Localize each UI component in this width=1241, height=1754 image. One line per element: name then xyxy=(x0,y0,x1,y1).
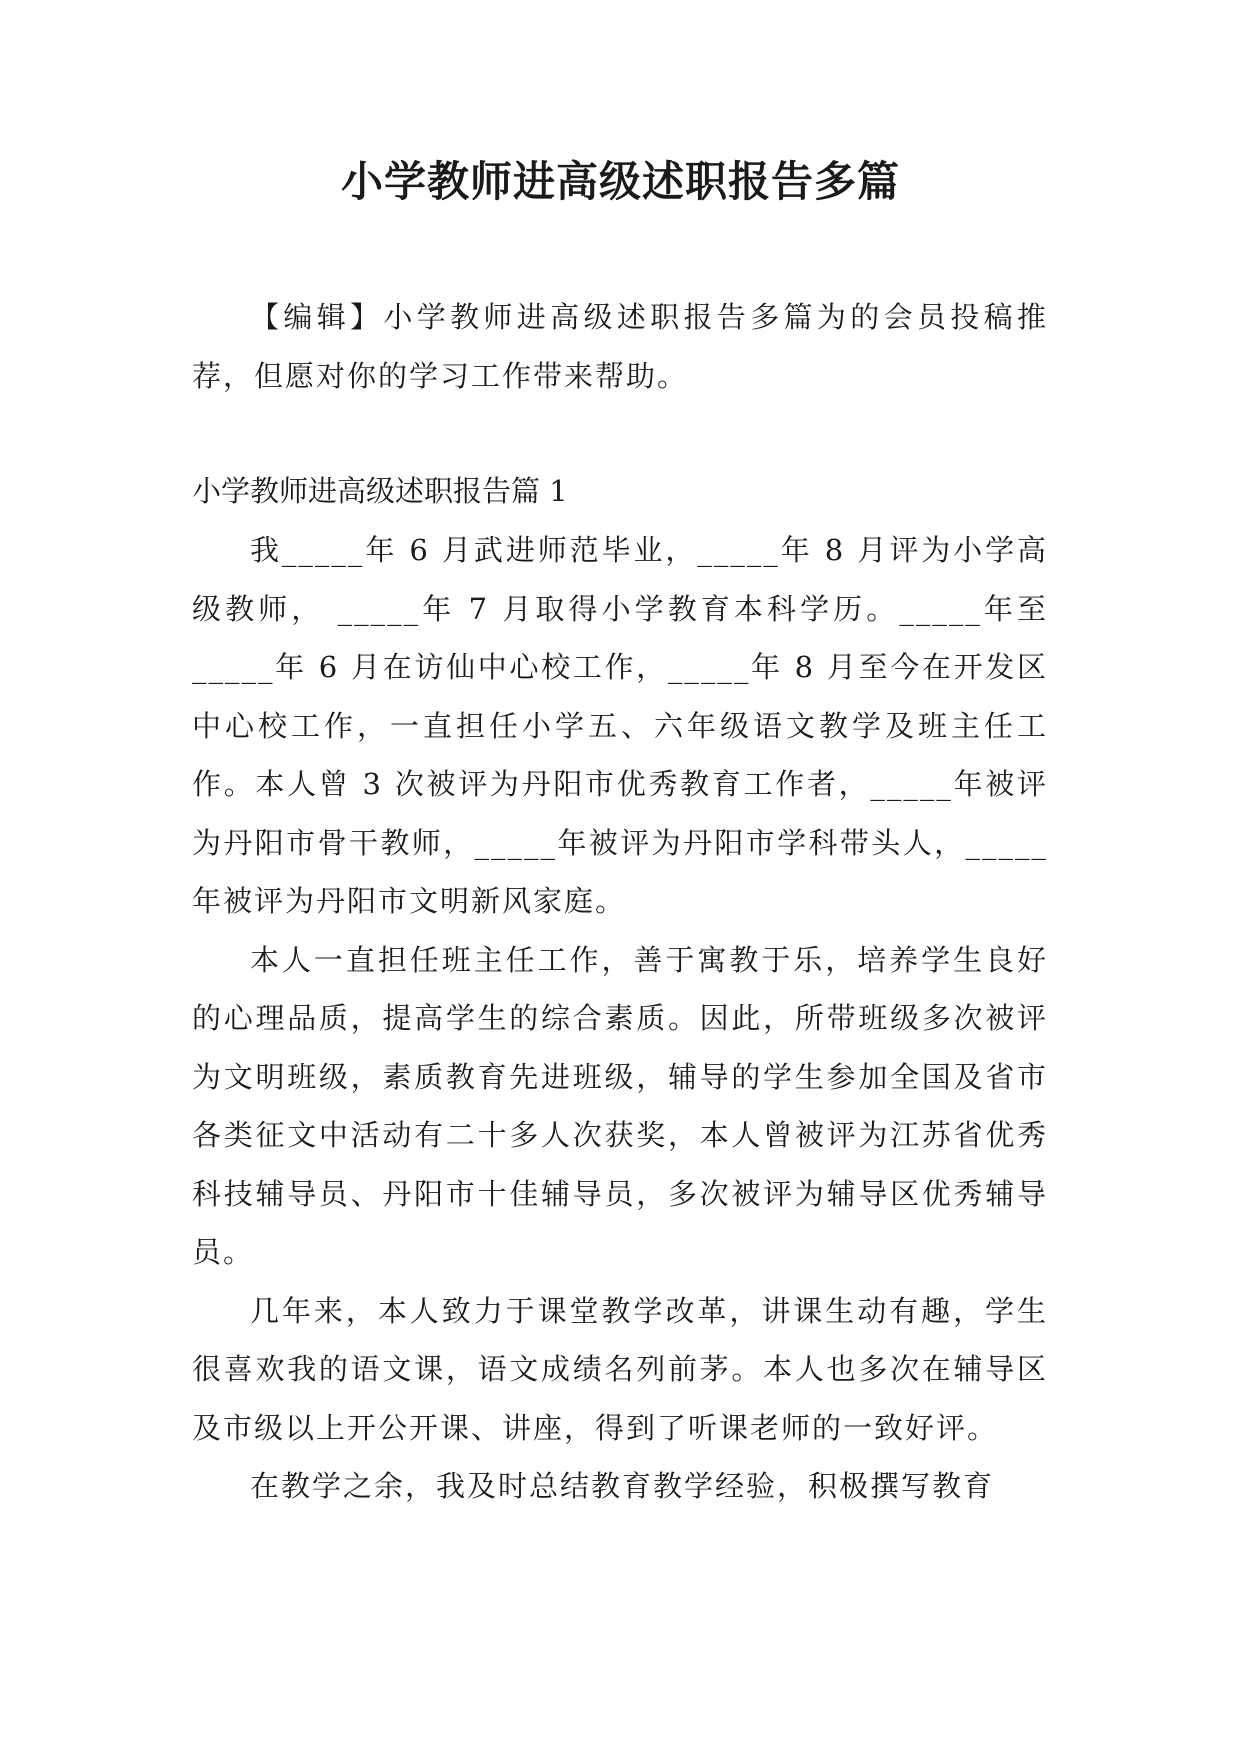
section-body xyxy=(192,521,1048,1516)
section-heading: 小学教师进高级述职报告篇 1 xyxy=(192,474,568,508)
body-paragraph: 本人一直担任班主任工作，善于寓教于乐，培养学生良好的心理品质，提高学生的综合素质。因此，所带班级多次被评为文明班级，素质教育先进班级，辅导的学生参加全国及省市各类征文中活动有二十多人次获奖，本人曾被评为江苏省优秀科技辅导员、丹阳市十佳辅导员，多次被评为辅导区优秀辅导员。 xyxy=(192,942,1048,1269)
document-title: 小学教师进高级述职报告多篇 xyxy=(340,157,900,206)
body-paragraph: 在教学之余，我及时总结教育教学经验，积极撰写教育 xyxy=(250,1469,995,1503)
intro-paragraph: 【编辑】小学教师进高级述职报告多篇为的会员投稿推荐，但愿对你的学习工作带来帮助。 xyxy=(192,300,1048,393)
body-paragraph: 几年来，本人致力于课堂教学改革，讲课生动有趣，学生很喜欢我的语文课，语文成绩名列前茅。本人也多次在辅导区及市级以上开公开课、讲座，得到了听课老师的一致好评。 xyxy=(192,1293,1048,1445)
body-paragraph: 我_____年 6 月武进师范毕业，_____年 8 月评为小学高级教师， _____年 7 月取得小学教育本科学历。_____年至_____年 6 月在访仙中心校工作，_____年 8 月至今在开发区中心校工作，一直担任小学五、六年级语文教学及班主任工作。本人曾 3 次被评为丹阳市优秀教育工作者，_____年被评为丹阳市骨干教师，_____年被评为丹阳市学科带头人，_____年被评为丹阳市文明新风家庭。 xyxy=(192,533,1048,918)
